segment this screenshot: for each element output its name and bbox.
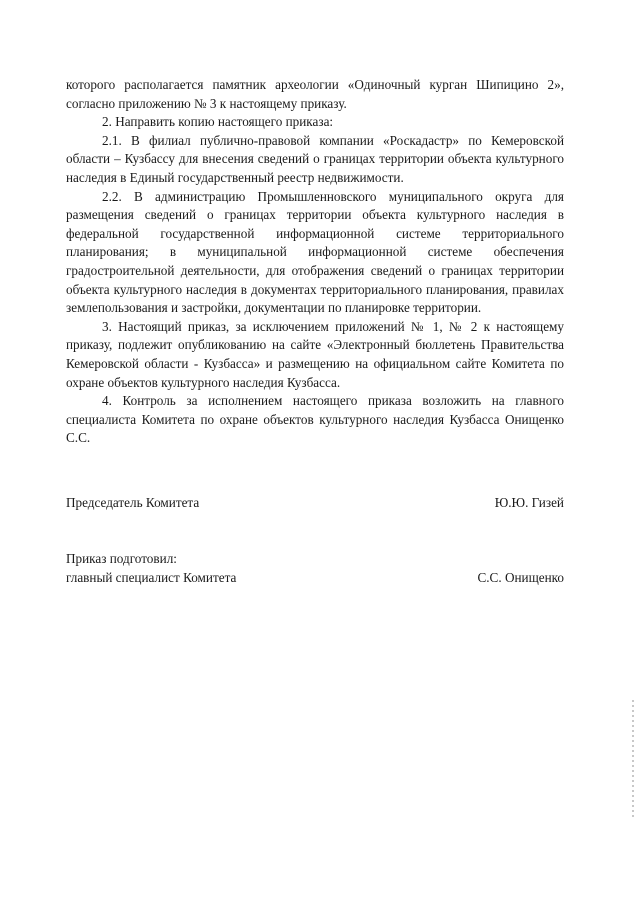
- paragraph-item-2-1: 2.1. В филиал публично-правовой компании «Роскадастр» по Кемеровской области – Кузбассу для внесения сведений о границах территории объекта культурного наследия в Единый государственный реестр недвижимости.: [66, 132, 564, 185]
- prepared-by-label: Приказ подготовил:: [66, 551, 177, 566]
- paragraph-item-2-2: 2.2. В администрацию Промышленновского муниципального округа для размещения сведений о границах территории объекта культурного наследия в федеральной государственной информационной системе территориального планирования; в муниципальной информационной системе обеспечения градостроительной деятельности, для отображения сведений о границах территории объекта культурного наследия в документах территориального планирования, правилах землепользования и застройки, документации по планировке территории.: [66, 188, 564, 316]
- paragraph-item-4: 4. Контроль за исполнением настоящего приказа возложить на главного специалиста Комитета по охране объектов культурного наследия Кузбасса Онищенко С.С.: [66, 393, 564, 446]
- paragraph-item-2: 2. Направить копию настоящего приказа:: [102, 114, 334, 130]
- signature-block: [66, 494, 564, 513]
- signatory-name: Ю.Ю. Гизей: [494, 495, 564, 510]
- prepared-by-block: [66, 550, 564, 587]
- preparer-position: главный специалист Комитета: [66, 569, 237, 585]
- signatory-position: Председатель Комитета: [66, 495, 200, 510]
- paragraph-item-3: 3. Настоящий приказ, за исключением приложений № 1, № 2 к настоящему приказу, подлежит опубликованию на сайте «Электронный бюллетень Правительства Кемеровской области - Кузбасса» и размещению на официальном сайте Комитета по охране объектов культурного наследия Кузбасса.: [66, 318, 564, 390]
- scan-edge-marks: [632, 700, 634, 820]
- order-body: [66, 76, 564, 448]
- preparer-name: С.С. Онищенко: [477, 569, 564, 585]
- paragraph-continuation: которого располагается памятник археологии «Одиночный курган Шипицино 2», согласно приложению № 3 к настоящему приказу.: [66, 77, 564, 111]
